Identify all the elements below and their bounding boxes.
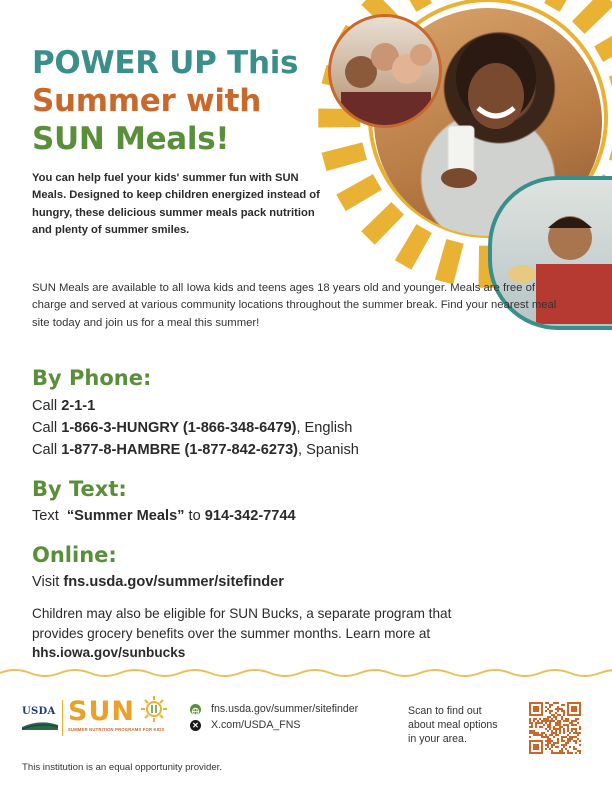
online-prefix: Visit xyxy=(32,574,64,590)
sun-bucks-note xyxy=(32,604,472,663)
phone-line-3-prefix: Call xyxy=(32,442,62,458)
phone-line-1-prefix: Call xyxy=(32,398,62,414)
phone-line-3 xyxy=(32,442,359,458)
sun-logo-emblem xyxy=(141,696,167,722)
text-middle: to xyxy=(184,508,205,524)
text-heading: By Text: xyxy=(32,477,127,501)
scan-line-1: Scan to find out xyxy=(408,705,482,717)
sun-ray xyxy=(395,0,432,12)
globe-icon xyxy=(190,704,201,715)
phone-line-2-suffix: , English xyxy=(296,420,353,436)
usda-logo-stripes xyxy=(22,721,58,730)
sun-bucks-link[interactable]: hhs.iowa.gov/sunbucks xyxy=(32,645,186,660)
equal-opportunity-disclaimer: This institution is an equal opportunity provider. xyxy=(22,762,222,773)
sun-ray xyxy=(361,202,404,245)
sun-ray xyxy=(395,224,432,270)
phone-line-2-prefix: Call xyxy=(32,420,62,436)
sun-logo xyxy=(68,696,167,727)
phone-line-2 xyxy=(32,420,352,436)
sun-bucks-note-text: Children may also be eligible for SUN Bucks, a separate program that provides grocery benefits over the summer months. Learn more at xyxy=(32,606,452,641)
online-heading: Online: xyxy=(32,543,117,567)
headline-line-2: Summer with xyxy=(32,83,261,119)
photo-group-of-teens xyxy=(328,14,442,128)
headline xyxy=(32,44,298,158)
sun-ray xyxy=(336,174,382,211)
sitefinder-link[interactable]: fns.usda.gov/summer/sitefinder xyxy=(63,574,284,590)
qr-code-icon[interactable] xyxy=(527,700,583,756)
sun-ray xyxy=(322,142,367,171)
text-number[interactable]: 914-342-7744 xyxy=(204,508,296,524)
usda-logo-text: USDA xyxy=(22,706,56,717)
x-logo-icon: ✕ xyxy=(190,720,201,731)
headline-line-1: POWER UP This xyxy=(32,45,299,81)
phone-heading: By Phone: xyxy=(32,366,152,390)
scan-line-2: about meal options xyxy=(408,719,498,731)
scan-instructions xyxy=(408,704,498,746)
sun-ray xyxy=(572,0,612,34)
phone-number-spanish[interactable]: 1-877-8-HAMBRE (1-877-842-6273) xyxy=(61,442,299,458)
headline-line-3: SUN Meals! xyxy=(32,121,230,157)
sun-logo-subtitle: SUMMER NUTRITION PROGRAMS FOR KIDS xyxy=(68,727,165,732)
sun-ray xyxy=(594,25,612,62)
footer-x-link[interactable]: X.com/USDA_FNS xyxy=(211,719,301,731)
sun-ray xyxy=(544,0,581,12)
phone-number-english[interactable]: 1-866-3-HUNGRY (1-866-348-6479) xyxy=(61,420,297,436)
text-line xyxy=(32,508,296,524)
eligibility-paragraph: SUN Meals are available to all Iowa kids and teens ages 18 years old and younger. Meals are free of charge and served at various community locations throughout the summer break. Find your nearest meal site today and join us for a meal this summer! xyxy=(32,282,557,329)
text-keyword: “Summer Meals” xyxy=(66,508,185,524)
sun-ray xyxy=(435,239,464,284)
phone-number-211[interactable]: 2-1-1 xyxy=(61,398,96,414)
scan-line-3: in your area. xyxy=(408,733,467,745)
phone-line-3-suffix: , Spanish xyxy=(298,442,359,458)
text-prefix: Text xyxy=(32,508,67,524)
logo-divider xyxy=(62,700,63,736)
sun-logo-text: SUN xyxy=(68,696,135,727)
footer-web-link[interactable]: fns.usda.gov/summer/sitefinder xyxy=(211,703,359,715)
wave-divider xyxy=(0,666,612,680)
phone-line-1 xyxy=(32,398,95,414)
intro-text: You can help fuel your kids' summer fun with SUN Meals. Designed to keep children energized instead of hungry, these delicious summer meals pack nutrition and plenty of summer smiles. xyxy=(32,172,320,236)
usda-logo xyxy=(22,706,58,728)
online-line xyxy=(32,574,284,590)
